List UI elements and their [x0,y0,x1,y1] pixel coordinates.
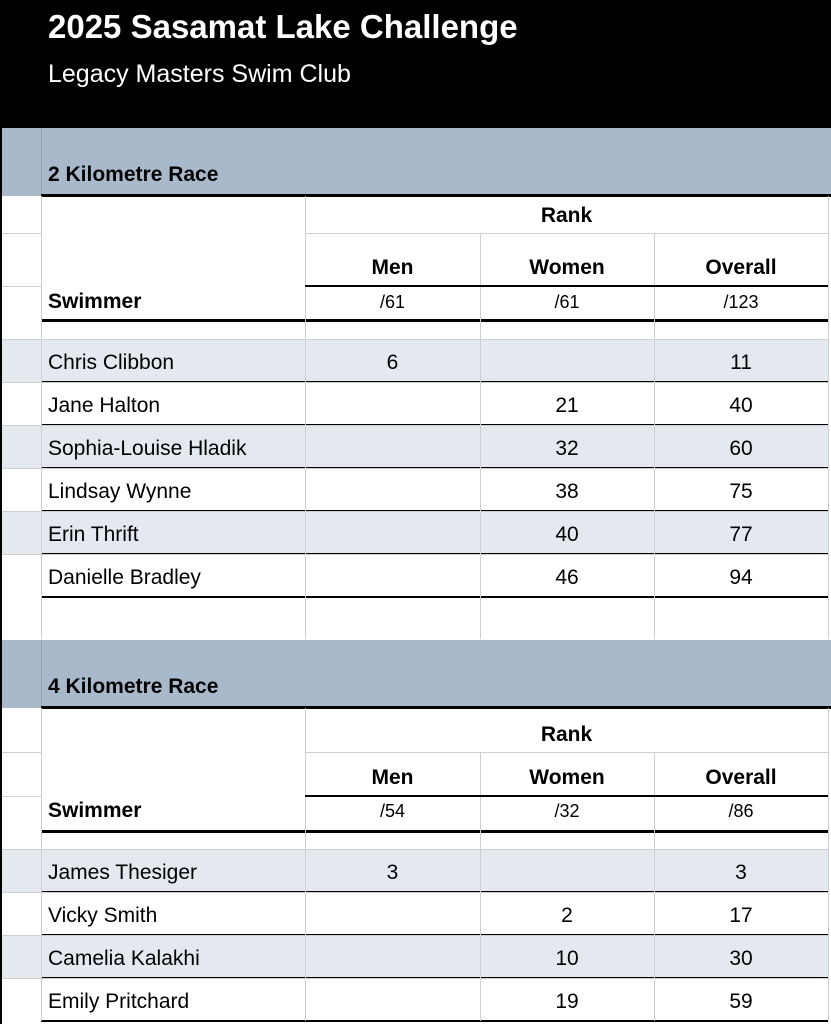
grid-v-a-row [41,468,42,511]
grid-v-c-row [480,511,481,554]
swimmer-label: Swimmer [48,290,142,313]
grid-v-c-row [480,339,481,382]
grid-v-c [480,752,481,830]
grid-v-c-row [480,978,481,1021]
grid-v-d-row [654,468,655,511]
rank-overall: 17 [729,904,753,927]
rank-overall: 3 [735,861,747,884]
grid-v-d-row [654,935,655,978]
grid-v-b-gap [305,319,306,339]
swimmer-name: Jane Halton [48,394,161,417]
swimmer-name: Sophia-Louise Hladik [48,437,247,460]
grid-v-e-row [828,511,829,554]
table-row-rule [0,511,828,512]
swimmer-name: Camelia Kalakhi [48,947,200,970]
rank-overall: 94 [729,566,753,589]
grid-v-e-row [828,978,829,1021]
rank-overall: 40 [729,394,753,417]
rank-overall: 77 [729,523,753,546]
grid-v-b-row [305,382,306,425]
band-bottom-rule [41,706,831,709]
grid-v-b-gap [305,830,306,849]
band-bottom-rule [41,194,831,197]
col-header-overall: Overall [705,766,777,789]
rank-women: 32 [555,437,579,460]
grid-v-e [828,708,829,830]
grid-v-c-row [480,892,481,935]
col-header-overall: Overall [705,256,777,279]
grid-v-d-row [654,425,655,468]
table-row-rule [0,339,828,340]
page-subtitle: Legacy Masters Swim Club [48,60,351,88]
col-total-overall: /123 [723,292,759,312]
grid-v-blank [828,597,829,639]
grid-v-e-row [828,849,829,892]
grid-v-c-row [480,382,481,425]
grid-v-e-row [828,425,829,468]
grid-v-c-row [480,849,481,892]
rank-men: 6 [386,351,399,374]
grid-v-d [654,752,655,830]
grid-v-e [828,196,829,319]
grid-v-d-gap [654,830,655,849]
swimmer-label: Swimmer [48,799,142,822]
grid-h-left [0,233,41,234]
header-separator [41,830,828,833]
grid-v-a-row [41,892,42,935]
swimmer-name: Emily Pritchard [48,990,190,1013]
col-total-men: /61 [379,292,406,312]
race-title: 4 Kilometre Race [48,675,219,698]
grid-v-d-row [654,849,655,892]
col-total-overall: /86 [728,801,754,821]
rank-women: 10 [555,947,579,970]
table-row-rule [0,468,828,469]
grid-v-b-row [305,892,306,935]
grid-h-left [0,752,41,753]
grid-v-c [480,233,481,319]
grid-h-left2 [0,796,41,797]
grid-v-d-row [654,382,655,425]
grid-v-b [305,708,306,830]
band-divider [41,640,42,708]
col-header-rule [305,285,828,287]
col-header-men: Men [371,256,414,279]
grid-v-e-row [828,892,829,935]
grid-v-b-row [305,554,306,597]
grid-v-blank [654,597,655,639]
rank-women: 2 [561,904,573,927]
grid-v-b-row [305,978,306,1021]
grid-v-b [305,196,306,319]
grid-v-c-row [480,425,481,468]
grid-v-e-row [828,935,829,978]
col-header-men: Men [371,766,414,789]
rank-men: 3 [386,861,399,884]
rank-overall: 59 [729,990,753,1013]
grid-v-d-row [654,339,655,382]
grid-h-left2 [0,286,41,287]
col-total-women: /32 [554,801,580,821]
table-row-bottom-rule [41,1020,828,1022]
grid-v-a-gap [41,830,42,849]
table-left-border [0,128,2,1024]
grid-v-a-row [41,425,42,468]
swimmer-name: James Thesiger [48,861,198,884]
col-header-women: Women [529,766,605,789]
rank-overall: 75 [729,480,753,503]
grid-v-e-row [828,554,829,597]
grid-v-e-row [828,339,829,382]
grid-v-e-gap [828,830,829,849]
table-row-rule [0,382,828,383]
swimmer-name: Vicky Smith [48,904,158,927]
grid-v-d-row [654,978,655,1021]
rank-women: 21 [555,394,579,417]
rank-label: Rank [540,204,593,227]
grid-v-c-gap [480,319,481,339]
rank-women: 46 [555,566,579,589]
rank-overall: 30 [729,947,753,970]
rank-women: 19 [555,990,579,1013]
table-row-rule [0,935,828,936]
table-row-rule [0,978,828,979]
page-title: 2025 Sasamat Lake Challenge [48,8,518,45]
swimmer-name: Lindsay Wynne [48,480,192,503]
race-title: 2 Kilometre Race [48,163,219,186]
grid-v-blank [305,597,306,639]
grid-h-rank [305,233,828,234]
col-total-men: /54 [379,801,406,821]
grid-v-d [654,233,655,319]
grid-v-a-row [41,382,42,425]
grid-v-d-gap [654,319,655,339]
table-row-rule [0,554,828,555]
grid-v-a [41,196,42,319]
grid-v-b-row [305,511,306,554]
grid-v-a-row [41,339,42,382]
grid-v-b-row [305,339,306,382]
grid-v-c-gap [480,830,481,849]
header-separator [41,319,828,322]
grid-v-a-row [41,849,42,892]
grid-h-rank [305,752,828,753]
grid-v-e-row [828,468,829,511]
grid-v-d-row [654,892,655,935]
table-row-rule [0,425,828,426]
table-row-bottom-rule [41,596,828,598]
rank-women: 38 [555,480,579,503]
col-header-rule [305,795,828,797]
col-total-women: /61 [554,292,580,312]
rank-overall: 60 [729,437,753,460]
grid-v-e-gap [828,319,829,339]
table-row-rule [0,892,828,893]
table-row-rule [0,849,828,850]
page-header [0,0,831,128]
grid-v-a-row [41,935,42,978]
grid-v-c-row [480,468,481,511]
grid-v-a-row [41,978,42,1021]
grid-v-d-row [654,511,655,554]
grid-v-a [41,708,42,830]
grid-v-c-row [480,935,481,978]
swimmer-name: Danielle Bradley [48,566,201,589]
grid-v-c-row [480,554,481,597]
grid-v-blank [480,597,481,639]
grid-v-b-row [305,849,306,892]
band-divider [41,128,42,196]
grid-v-b-row [305,935,306,978]
rank-women: 40 [555,523,579,546]
grid-v-a-row [41,554,42,597]
rank-label: Rank [540,723,593,746]
col-header-women: Women [529,256,605,279]
rank-overall: 11 [730,351,752,374]
swimmer-name: Erin Thrift [48,523,139,546]
grid-v-b-row [305,468,306,511]
grid-v-blank [41,597,42,639]
grid-v-e-row [828,382,829,425]
grid-v-d-row [654,554,655,597]
grid-v-a-row [41,511,42,554]
grid-v-b-row [305,425,306,468]
grid-v-a-gap [41,319,42,339]
swimmer-name: Chris Clibbon [48,351,175,374]
